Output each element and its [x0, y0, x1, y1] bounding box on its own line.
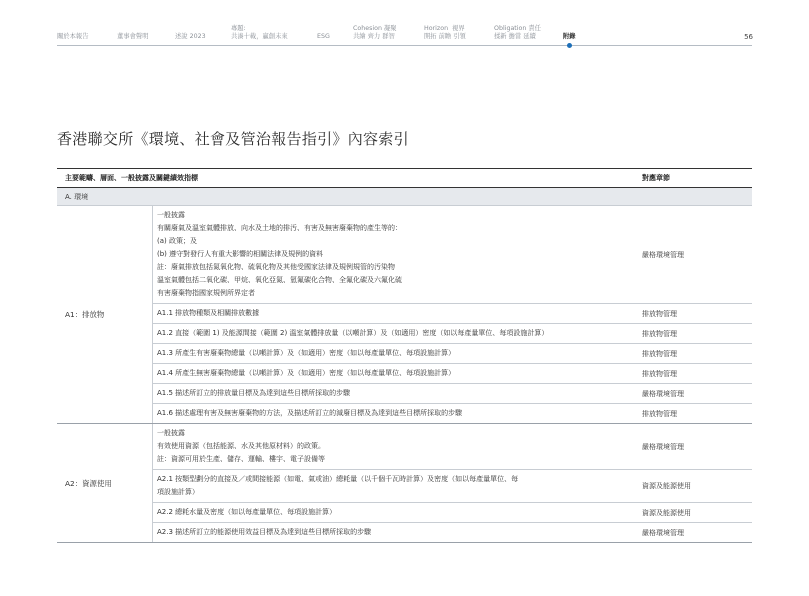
table-header: [57, 168, 752, 188]
disclosure-description: [153, 384, 638, 403]
section-reference-link[interactable]: 資源及能源使用: [642, 482, 691, 490]
section-environment: A. 環境: [57, 188, 752, 206]
table-row: [153, 344, 752, 364]
disclosure-description: [153, 404, 638, 423]
section-reference-link[interactable]: 排放物管理: [642, 369, 677, 378]
header-aspects: 主要範疇、層面、一般披露及關鍵績效指標: [65, 174, 198, 182]
table-row: [153, 503, 752, 523]
section-reference-link[interactable]: 排放物管理: [642, 409, 677, 418]
disclosure-description: [153, 344, 638, 363]
aspect-label: A2：資源使用: [57, 424, 153, 542]
section-reference-link[interactable]: 排放物管理: [642, 309, 677, 318]
table-row: [153, 384, 752, 404]
description-line: A1.5 描述所訂立的排放量目標及為達到這些目標所採取的步驟: [157, 389, 351, 397]
section-reference-link[interactable]: 嚴格環境管理: [642, 442, 684, 451]
section-reference-link[interactable]: 排放物管理: [642, 349, 677, 358]
nav-item-board-statement[interactable]: 董事會聲明: [117, 33, 149, 40]
table-row: [153, 424, 752, 470]
description-line: (b) 遵守對發行人有重大影響的相關法律及規例的資料: [157, 250, 324, 258]
section-reference-link[interactable]: 嚴格環境管理: [642, 389, 684, 398]
description-line: 有效使用資源（包括能源、水及其他原材料）的政策。: [157, 442, 325, 450]
aspect-rows: [153, 424, 752, 542]
header-section: 對應章節: [642, 174, 670, 182]
description-line: A1.1 排放物種類及相關排放數據: [157, 309, 260, 317]
description-line: 註：廢氣排放包括氮氧化物、硫氧化物及其他受國家法律及規例規管的汚染物: [157, 263, 395, 271]
table-row: [153, 470, 752, 503]
nav-item-review-2023[interactable]: 述說 2023: [175, 33, 206, 40]
nav-divider: [57, 45, 752, 46]
table-row: [153, 364, 752, 384]
description-line: 註：資源可用於生產、儲存、運輸、樓宇、電子設備等: [157, 455, 325, 463]
disclosure-description: [153, 523, 638, 542]
disclosure-description: [153, 206, 638, 303]
nav-item-appendix[interactable]: 附錄: [563, 33, 576, 40]
table-body: [57, 206, 752, 543]
description-line: A1.3 所產生有害廢棄物總量（以噸計算）及（如適用）密度（如以每產量單位、每項設施計算）: [157, 349, 456, 357]
nav-item-about-report[interactable]: 關於本報告: [57, 33, 89, 40]
page-title: 香港聯交所《環境、社會及管治報告指引》內容索引: [57, 130, 409, 148]
description-line: A2.3 描述所訂立的能源使用效益目標及為達到這些目標所採取的步驟: [157, 528, 372, 536]
description-line: A1.2 直接（範圍 1) 及能源間接（範圍 2) 溫室氣體排放量（以噸計算）及（如適用）密度（如以每產量單位、每項設施計算）: [157, 329, 549, 337]
aspect-label: A1：排放物: [57, 206, 153, 423]
disclosure-description: [153, 304, 638, 323]
active-nav-indicator: [567, 43, 572, 48]
content-index-table: [57, 168, 752, 543]
disclosure-description: [153, 503, 638, 522]
page-number: 56: [744, 33, 753, 41]
table-row: [153, 304, 752, 324]
description-line: 項設施計算）: [157, 488, 199, 496]
table-row: [153, 523, 752, 542]
nav-item-cohesion[interactable]: Cohesion 凝聚 共繪 齊力 群智: [353, 25, 397, 40]
table-group: [57, 206, 752, 424]
description-line: 一般披露: [157, 211, 185, 219]
nav-item-obligation[interactable]: Obligation 責任 揉新 擔當 延續: [494, 25, 541, 40]
table-group: [57, 424, 752, 543]
top-navigation: [0, 0, 809, 52]
nav-item-horizon[interactable]: Horizon 視界 開拓 前瞻 引領: [424, 25, 466, 40]
section-reference-link[interactable]: 資源及能源使用: [642, 508, 691, 517]
description-line: A1.6 描述處理有害及無害廢棄物的方法，及描述所訂立的減廢目標及為達到這些目標所採取的步驟: [157, 409, 463, 417]
description-line: (a) 政策；及: [157, 237, 197, 245]
aspect-rows: [153, 206, 752, 423]
table-row: [153, 324, 752, 344]
description-line: 一般披露: [157, 429, 185, 437]
section-reference-link[interactable]: 嚴格環境管理: [642, 528, 684, 537]
description-line: 溫室氣體包括二氧化碳、甲烷、氧化亞氮、氫氟碳化合物、全氟化碳及六氟化硫: [157, 276, 402, 284]
table-row: [153, 404, 752, 423]
disclosure-description: [153, 424, 638, 469]
description-line: A1.4 所產生無害廢棄物總量（以噸計算）及（如適用）密度（如以每產量單位、每項設施計算）: [157, 369, 456, 377]
disclosure-description: [153, 364, 638, 383]
section-reference-link[interactable]: 排放物管理: [642, 329, 677, 338]
nav-item-esg[interactable]: ESG: [317, 33, 330, 40]
description-line: 有害廢棄物指國家規例所界定者: [157, 289, 255, 297]
table-row: [153, 206, 752, 304]
description-line: A2.2 總耗水量及密度（如以每產量單位、每項設施計算）: [157, 508, 337, 516]
description-line: A2.1 按類型劃分的直接及／或間接能源（如電、氣或油）總耗量（以千個千瓦時計算）及密度（如以每產量單位、每: [157, 475, 519, 483]
disclosure-description: [153, 324, 638, 343]
description-line: 有關廢氣及溫室氣體排放、向水及土地的排汚、有害及無害廢棄物的產生等的：: [157, 224, 402, 232]
disclosure-description: [153, 470, 638, 502]
nav-item-feature[interactable]: 專題: 共湊十載，贏創未來: [231, 25, 288, 40]
section-reference-link[interactable]: 嚴格環境管理: [642, 250, 684, 259]
